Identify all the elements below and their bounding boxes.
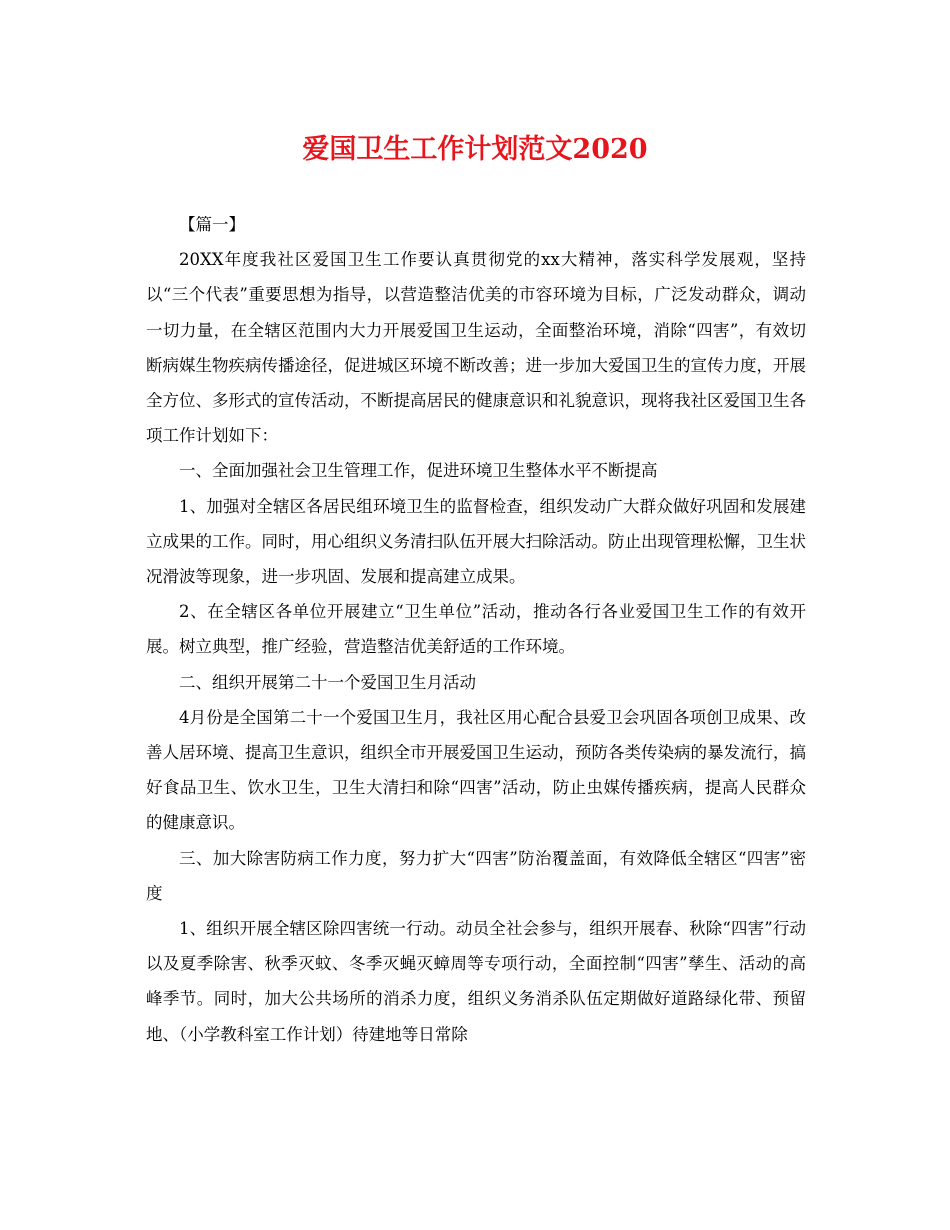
section-heading-three: 三、加大除害防病工作力度，努力扩大“四害”防治覆盖面，有效降低全辖区“四害”密度 [146,848,806,903]
paragraph-health-month: 4月份是全国第二十一个爱国卫生月，我社区用心配合县爱卫会巩固各项创卫成果、改善人居环境、提高卫生意识，组织全市开展爱国卫生运动，预防各类传染病的暴发流行，搞好食品卫生、饮水卫生，卫生大清扫和除“四害”活动，防止虫媒传播疾病，提高人民群众的健康意识。 [146,707,806,833]
paragraph-item-1-2: 2、在全辖区各单位开展建立“卫生单位”活动，推动各行各业爱国卫生工作的有效开展。树立典型，推广经验，营造整洁优美舒适的工作环境。 [146,602,806,657]
section-heading-two: 二、组织开展第二十一个爱国卫生月活动 [179,672,476,692]
intro-paragraph: 20XX年度我社区爱国卫生工作要认真贯彻党的xx大精神，落实科学发展观，坚持以“三个代表”重要思想为指导，以营造整洁优美的市容环境为目标，广泛发动群众，调动一切力量，在全辖区范围内大力开展爱国卫生运动，全面整治环境，消除“四害”，有效切断病媒生物疾病传播途径，促进城区环境不断改善；进一步加大爱国卫生的宣传力度，开展全方位、多形式的宣传活动，不断提高居民的健康意识和礼貌意识，现将我社区爱国卫生各项工作计划如下： [146,250,806,446]
section-heading-one: 一、全面加强社会卫生管理工作，促进环境卫生整体水平不断提高 [179,461,658,481]
document-body [146,207,806,1052]
paragraph-item-3-1: 1、组织开展全辖区除四害统一行动。动员全社会参与，组织开展春、秋除“四害”行动以及夏季除害、秋季灭蚊、冬季灭蝇灭蟑周等专项行动，全面控制“四害”孳生、活动的高峰季节。同时，加大公共场所的消杀力度，组织义务消杀队伍定期做好道路绿化带、预留地、（小学教科室工作计划）待建地等日常除 [146,919,806,1044]
document-title: 爱国卫生工作计划范文2020 [302,134,648,165]
paragraph-item-1-1: 1、加强对全辖区各居民组环境卫生的监督检查，组织发动广大群众做好巩固和发展建立成果的工作。同时，用心组织义务清扫队伍开展大扫除活动。防止出现管理松懈，卫生状况滑波等现象，进一步巩固、发展和提高建立成果。 [146,496,806,587]
section-heading-part-one: 【篇一】 [179,215,245,234]
